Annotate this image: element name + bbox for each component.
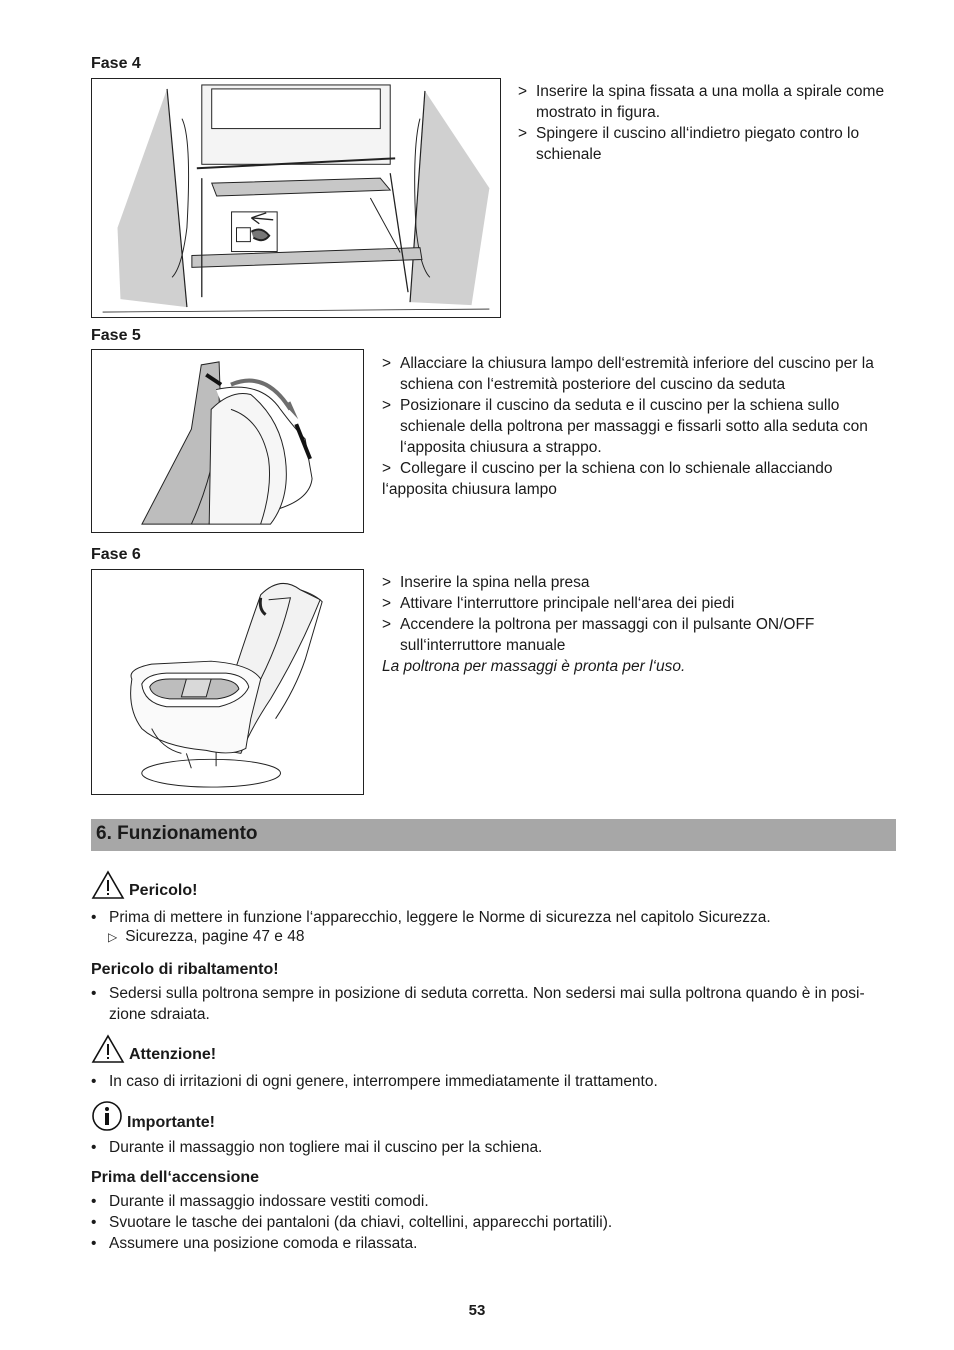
info-icon (91, 1100, 123, 1132)
bullet-marker: • (91, 909, 97, 926)
danger-bullet: • Prima di mettere in funzione l‘apparecchio, leggere le Norme di sicurezza nel capitolo Sicurezza. (91, 909, 771, 926)
step-marker: > (382, 460, 392, 477)
step-marker: > (382, 397, 392, 414)
bullet-marker: • (91, 1073, 97, 1090)
bullet-marker: • (91, 1214, 97, 1231)
phase-5-title: Fase 5 (91, 327, 141, 344)
section-title: 6. Funzionamento (96, 823, 258, 844)
before-start-bullet: • Assumere una posizione comoda e rilassata. (91, 1235, 418, 1252)
chair-frame-underside-illustration (92, 79, 500, 317)
danger-heading: Pericolo! (91, 870, 197, 900)
before-start-bullet: • Svuotare le tasche dei pantaloni (da chiavi, coltellini, apparecchi portatili). (91, 1214, 613, 1231)
before-start-heading: Prima dell‘accensione (91, 1169, 260, 1186)
phase-6-steps (382, 572, 894, 677)
step-marker: > (518, 83, 528, 100)
phase-4-title: Fase 4 (91, 55, 141, 72)
step-marker: > (382, 616, 392, 633)
phase-6-ready-note: La poltrona per massaggi è pronta per l‘uso. (382, 658, 686, 675)
section-heading-bar (91, 819, 896, 851)
phase-5-step: > Posizionare il cuscino da seduta e il cuscino per la schiena sullo schienale della poltrona per massaggi e fissarli sotto alla seduta con l‘apposita chiusura a strappo. (382, 397, 868, 456)
phase-5-step: > Allacciare la chiusura lampo dell‘estremità inferiore del cuscino per la schiena con l‘estremità posteriore del cuscino da seduta (382, 355, 874, 393)
cushion-attachment-illustration (92, 350, 363, 532)
tipping-heading: Pericolo di ribaltamento! (91, 961, 279, 978)
phase-6-step: > Attivare l‘interruttore principale nell‘area dei piedi (382, 595, 735, 612)
caution-bullet: • In caso di irritazioni di ogni genere, interrompere immediatamente il trattamento. (91, 1073, 658, 1090)
bullet-marker: • (91, 1193, 97, 1210)
page-number: 53 (468, 1302, 486, 1319)
phase-6-title: Fase 6 (91, 546, 141, 563)
safety-reference: ▷ Sicurezza, pagine 47 e 48 (108, 928, 305, 945)
step-marker: > (382, 355, 392, 372)
bullet-marker: • (91, 1235, 97, 1252)
phase-4-step: > Inserire la spina fissata a una molla a spirale come mostrato in figura. (518, 83, 885, 121)
massage-chair-illustration (92, 570, 363, 794)
phase-6-figure (91, 569, 364, 795)
phase-6-step: > Accendere la poltrona per massaggi con il pulsante ON/OFF sull‘interruttore manuale (382, 616, 815, 654)
important-heading: Importante! (91, 1100, 215, 1132)
before-start-bullet: • Durante il massaggio indossare vestiti comodi. (91, 1193, 429, 1210)
caution-heading: Attenzione! (91, 1034, 216, 1064)
phase-5-figure (91, 349, 364, 533)
step-marker: > (518, 125, 528, 142)
important-bullet: • Durante il massaggio non togliere mai il cuscino per la schiena. (91, 1139, 543, 1156)
step-marker: > (382, 595, 392, 612)
step-marker: > (382, 574, 392, 591)
bullet-marker: • (91, 985, 97, 1002)
warning-triangle-icon (91, 1034, 125, 1064)
phase-4-figure (91, 78, 501, 318)
tipping-bullet: • Sedersi sulla poltrona sempre in posizione di seduta corretta. Non sedersi mai sulla poltrona quando è in posi-zione sdraiata. (91, 985, 865, 1023)
reference-arrow-icon: ▷ (108, 930, 118, 944)
phase-4-steps (518, 81, 893, 165)
phase-4-step: > Spingere il cuscino all‘indietro piegato contro lo schienale (518, 125, 860, 163)
warning-triangle-icon (91, 870, 125, 900)
phase-5-step-continuation: l‘apposita chiusura lampo (382, 481, 557, 498)
phase-5-step: > Collegare il cuscino per la schiena con lo schienale allacciando (382, 460, 833, 477)
phase-5-steps (382, 353, 894, 500)
phase-6-step: > Inserire la spina nella presa (382, 574, 590, 591)
bullet-marker: • (91, 1139, 97, 1156)
